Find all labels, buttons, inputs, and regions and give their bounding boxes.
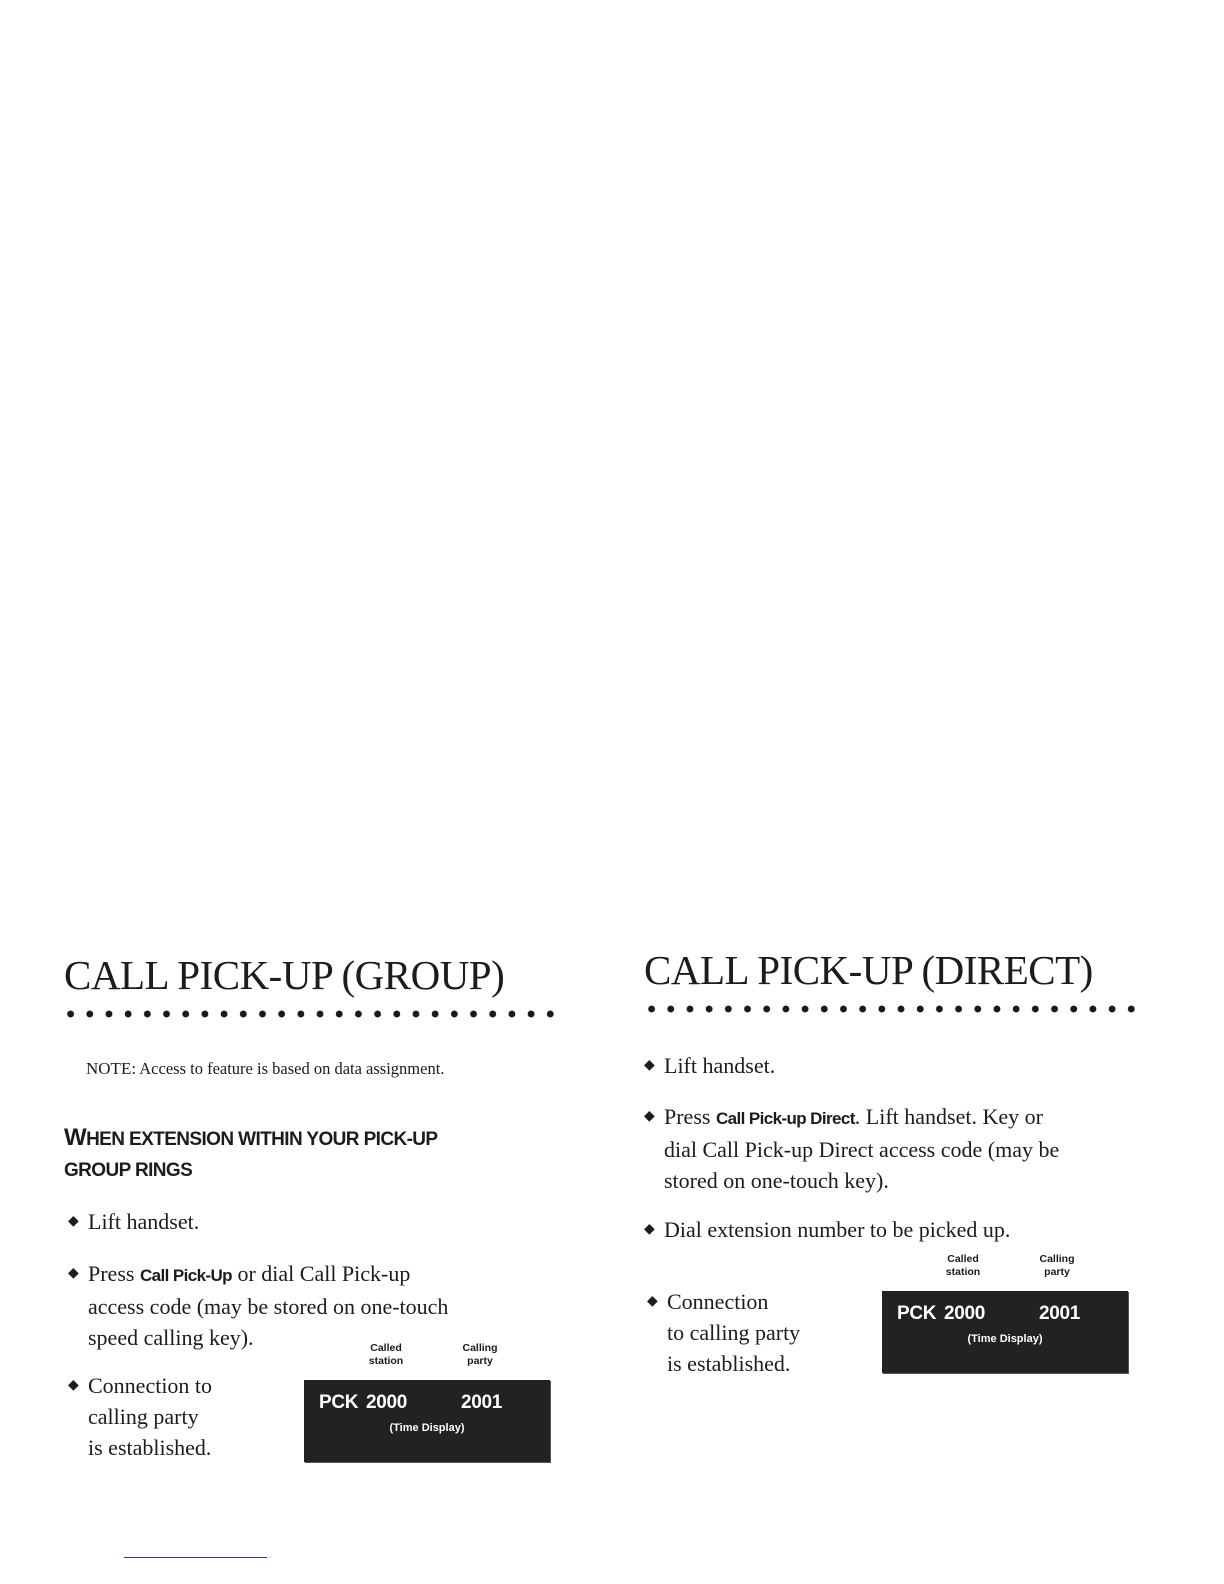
group-step-lift-handset (68, 1206, 200, 1237)
bullet-icon: ◆ (68, 1214, 79, 1229)
direct-step-connection (647, 1286, 801, 1379)
direct-lcd-labels (882, 1253, 1128, 1285)
direct-step1-text: Lift handset. (664, 1053, 776, 1078)
lcd-time-display: (Time Display) (967, 1333, 1043, 1345)
group-subheading-line1: HEN EXTENSION WITHIN YOUR PICK-UP (86, 1129, 438, 1150)
called-station-label (933, 1253, 993, 1279)
direct-lcd-display (882, 1291, 1128, 1373)
bullet-icon: ◆ (644, 1222, 655, 1237)
direct-step2-post: . Lift handset. Key or (854, 1104, 1043, 1129)
group-subheading-line2: GROUP RINGS (64, 1160, 193, 1181)
direct-step2-line2: dial Call Pick-up Direct access code (may be (664, 1137, 1060, 1162)
group-step-connection (68, 1370, 213, 1463)
call-pickup-direct-key-label: Call Pick-up Direct (715, 1109, 855, 1128)
direct-step3-text: Dial extension number to be picked up. (664, 1217, 1011, 1242)
group-note-label: NOTE: (86, 1059, 137, 1078)
direct-step-dial-extension (644, 1214, 1011, 1245)
call-pickup-key-label: Call Pick-Up (139, 1266, 232, 1285)
direct-step4-line1: Connection (667, 1289, 769, 1314)
called-label-line2: station (368, 1355, 404, 1367)
group-lcd-display (304, 1380, 550, 1462)
group-step2-line3: speed calling key). (88, 1325, 254, 1350)
calling-label-line1: Calling (462, 1342, 498, 1354)
group-subheading (64, 1122, 438, 1186)
group-step3-line1: Connection to (88, 1373, 213, 1398)
bullet-icon: ◆ (647, 1294, 658, 1309)
bullet-icon: ◆ (644, 1109, 655, 1124)
calling-party-label (450, 1342, 510, 1368)
direct-step-press-key (644, 1101, 1060, 1196)
lcd-called-number: 2000 (366, 1392, 408, 1413)
bullet-icon: ◆ (68, 1378, 79, 1393)
direct-step4-line3: is established. (667, 1351, 791, 1376)
group-note-text: Access to feature is based on data assignment. (139, 1059, 445, 1078)
direct-section (612, 0, 1224, 1584)
group-step2-post: or dial Call Pick-up (231, 1261, 411, 1286)
group-title-divider (61, 1010, 561, 1018)
called-label-line1: Called (370, 1342, 402, 1354)
group-title: CALL PICK-UP (GROUP) (64, 952, 505, 998)
group-step2-pre: Press (88, 1261, 140, 1286)
direct-title: CALL PICK-UP (DIRECT) (644, 947, 1093, 993)
group-step3-line2: calling party (88, 1404, 199, 1429)
group-note (86, 1059, 444, 1079)
calling-label-line2: party (467, 1355, 493, 1367)
group-step3-line3: is established. (88, 1435, 212, 1460)
lcd-mode-text: PCK (319, 1392, 359, 1413)
direct-step2-line3: stored on one-touch key). (664, 1168, 889, 1193)
direct-step4-line2: to calling party (667, 1320, 801, 1345)
bullet-icon: ◆ (68, 1266, 79, 1281)
footer-rule (124, 1557, 267, 1558)
direct-step-lift-handset (644, 1050, 776, 1081)
direct-title-divider (642, 1005, 1142, 1013)
group-step-press-key (68, 1258, 449, 1353)
called-label-line2: station (945, 1266, 981, 1278)
calling-party-label (1027, 1253, 1087, 1279)
lcd-mode-text: PCK (897, 1303, 937, 1324)
lcd-calling-number: 2001 (1039, 1303, 1081, 1324)
bullet-icon: ◆ (644, 1058, 655, 1073)
calling-label-line1: Calling (1039, 1253, 1075, 1265)
group-lcd-labels (304, 1342, 550, 1374)
group-subheading-initial: W (64, 1124, 87, 1151)
calling-label-line2: party (1044, 1266, 1070, 1278)
lcd-time-display: (Time Display) (389, 1422, 465, 1434)
direct-step2-pre: Press (664, 1104, 716, 1129)
group-step1-text: Lift handset. (88, 1209, 200, 1234)
called-label-line1: Called (947, 1253, 979, 1265)
group-step2-line2: access code (may be stored on one-touch (88, 1294, 449, 1319)
lcd-called-number: 2000 (944, 1303, 986, 1324)
lcd-calling-number: 2001 (461, 1392, 503, 1413)
called-station-label (356, 1342, 416, 1368)
